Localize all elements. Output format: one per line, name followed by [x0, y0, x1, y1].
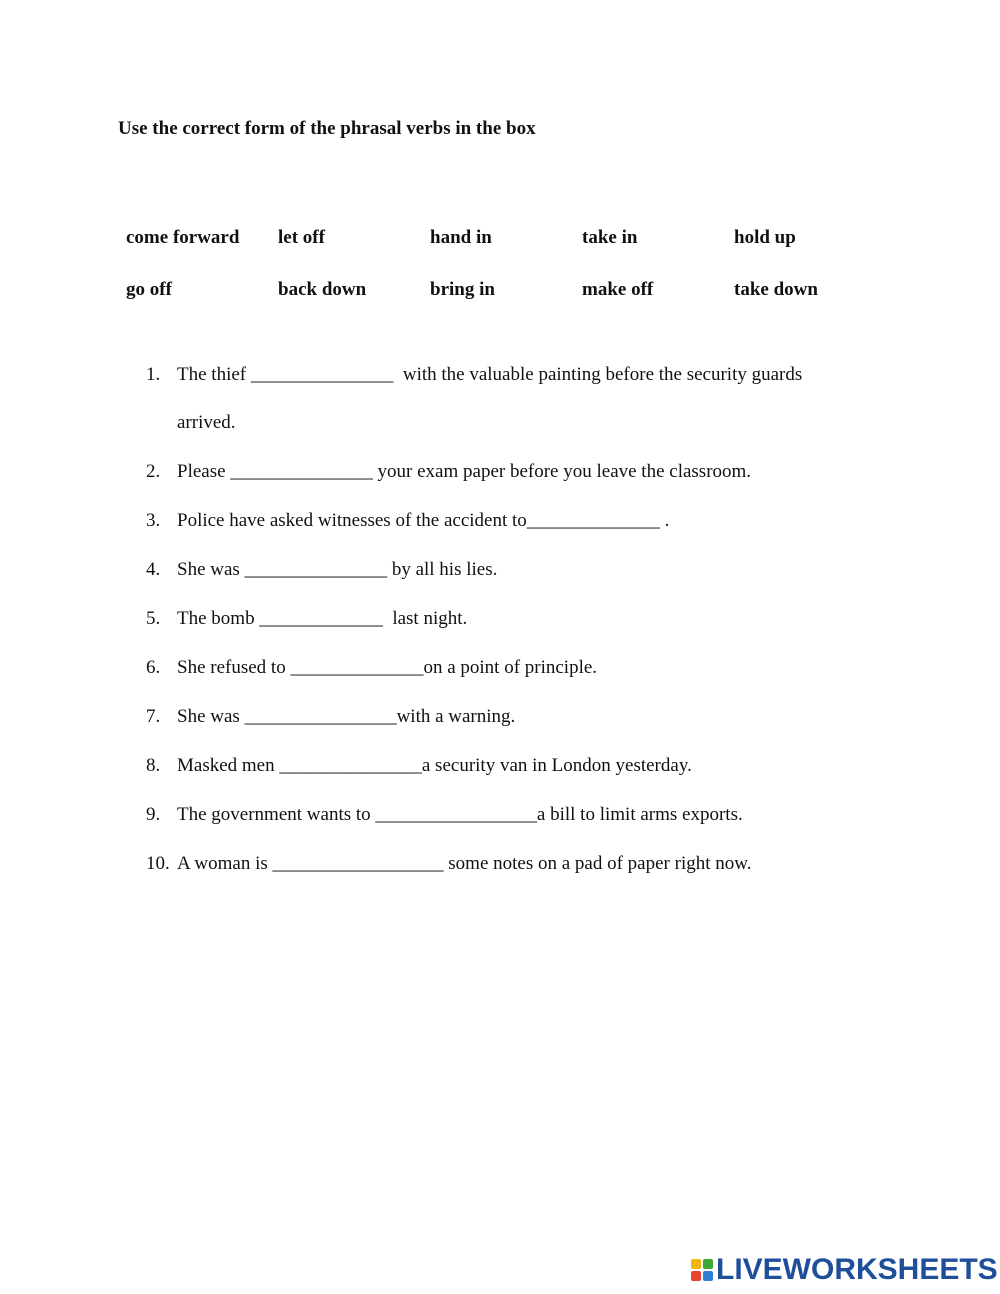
answer-blank[interactable]: __________________: [272, 853, 444, 874]
exercise-item-4: [0, 558, 1000, 607]
exercise-item-2: [0, 460, 1000, 509]
item-number: 10.: [146, 853, 170, 874]
sentence-start: Masked men: [177, 755, 280, 776]
sentence-start: She was: [177, 706, 245, 727]
verb-option: go off: [126, 279, 172, 300]
sentence-start: The thief: [177, 364, 251, 385]
sentence-continuation: arrived.: [177, 412, 236, 433]
answer-blank[interactable]: _______________: [250, 364, 394, 385]
logo-block: [691, 1271, 701, 1281]
verb-option: hand in: [430, 227, 492, 248]
item-number: 4.: [146, 559, 161, 580]
answer-blank[interactable]: ________________: [244, 706, 397, 727]
item-number: 3.: [146, 510, 161, 531]
verb-option: make off: [582, 279, 654, 300]
exercise-item-5: [0, 607, 1000, 656]
item-sentence: [177, 656, 597, 680]
liveworksheets-logo: [691, 1253, 998, 1287]
answer-blank[interactable]: _____________: [259, 608, 383, 629]
verb-option: back down: [278, 279, 367, 300]
item-number: 6.: [146, 657, 161, 678]
sentence-start: The government wants to: [177, 804, 376, 825]
answer-blank[interactable]: _________________: [375, 804, 537, 825]
exercise-item-9: [0, 803, 1000, 852]
exercise-item-7: [0, 705, 1000, 754]
verb-option: take in: [582, 227, 638, 248]
exercise-item-1: [0, 363, 1000, 411]
sentence-start: Please: [177, 461, 231, 482]
verb-option: bring in: [430, 279, 495, 300]
verb-option: hold up: [734, 227, 796, 248]
sentence-end: some notes on a pad of paper right now.: [443, 853, 752, 874]
item-number: 1.: [146, 364, 161, 385]
sentence-end: on a point of principle.: [423, 657, 598, 678]
verb-row: [126, 278, 886, 330]
sentence-start: She was: [177, 559, 245, 580]
item-number: 2.: [146, 461, 161, 482]
item-sentence: [177, 754, 692, 778]
exercise-item-6: [0, 656, 1000, 705]
answer-blank[interactable]: ______________: [290, 657, 424, 678]
phrasal-verb-box: [126, 226, 886, 330]
item-sentence: [177, 852, 752, 876]
item-number: 7.: [146, 706, 161, 727]
item-sentence: [177, 509, 669, 533]
verb-row: [126, 226, 886, 278]
item-number: 8.: [146, 755, 161, 776]
sentence-end: by all his lies.: [387, 559, 498, 580]
logo-block: [703, 1271, 713, 1281]
sentence-start: Police have asked witnesses of the accident to: [177, 510, 527, 531]
exercise-item-1-continued: [0, 411, 1000, 460]
logo-blocks-icon: [691, 1259, 713, 1281]
exercise-item-10: [0, 852, 1000, 901]
sentence-end: with the valuable painting before the security guards: [393, 364, 803, 385]
sentence-end: a bill to limit arms exports.: [536, 804, 743, 825]
item-number: 5.: [146, 608, 161, 629]
item-sentence: [177, 460, 751, 484]
answer-blank[interactable]: _______________: [244, 559, 388, 580]
item-sentence: [177, 803, 743, 827]
item-sentence: [177, 363, 802, 387]
sentence-end: with a warning.: [396, 706, 516, 727]
sentence-end: last night.: [382, 608, 468, 629]
sentence-end: a security van in London yesterday.: [421, 755, 692, 776]
answer-blank[interactable]: _______________: [279, 755, 422, 776]
item-sentence: [177, 705, 515, 729]
exercise-item-8: [0, 754, 1000, 803]
sentence-end: your exam paper before you leave the classroom.: [372, 461, 752, 482]
item-number: 9.: [146, 804, 161, 825]
logo-block: [691, 1259, 701, 1269]
logo-text: LIVEWORKSHEETS: [716, 1253, 998, 1286]
logo-block: [703, 1259, 713, 1269]
item-sentence: [177, 607, 467, 631]
exercise-list: [0, 363, 1000, 901]
sentence-start: The bomb: [177, 608, 260, 629]
sentence-start: A woman is: [177, 853, 273, 874]
item-sentence: [177, 558, 497, 582]
exercise-item-3: [0, 509, 1000, 558]
sentence-end: .: [659, 510, 670, 531]
sentence-start: She refused to: [177, 657, 291, 678]
answer-blank[interactable]: _______________: [230, 461, 373, 482]
verb-option: let off: [278, 227, 325, 248]
instruction-heading: Use the correct form of the phrasal verbs in the box: [118, 118, 536, 139]
verb-option: come forward: [126, 227, 240, 248]
answer-blank[interactable]: ______________: [526, 510, 660, 531]
verb-option: take down: [734, 279, 818, 300]
